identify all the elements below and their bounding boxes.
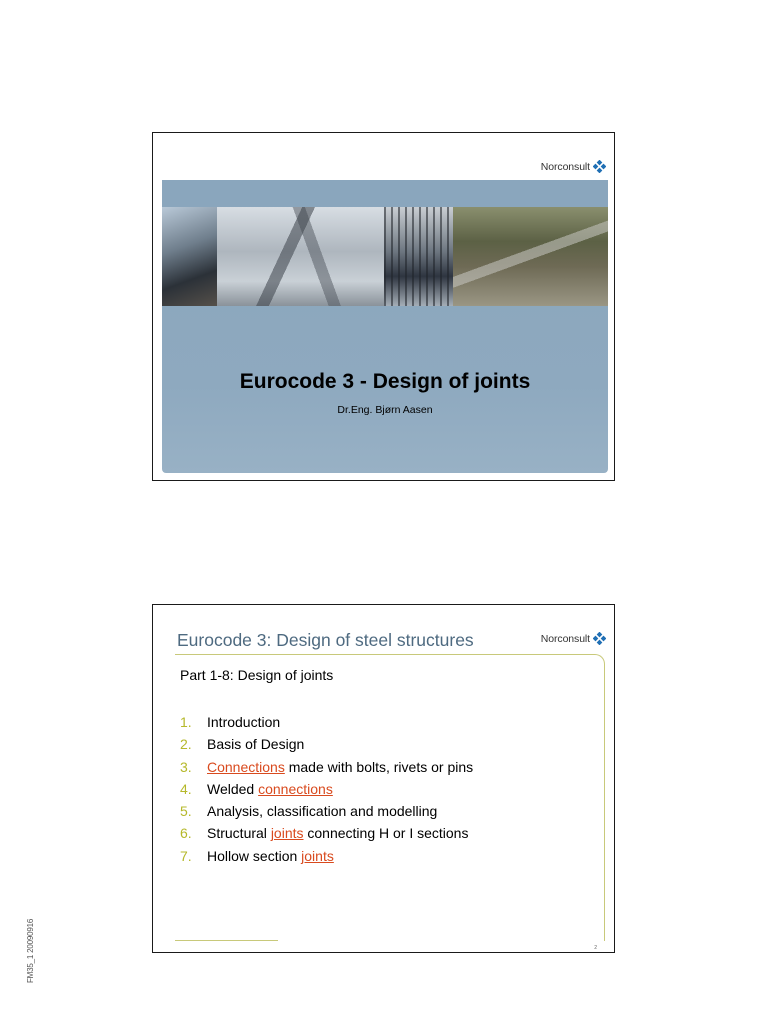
slide-heading: Eurocode 3: Design of steel structures — [177, 630, 474, 650]
list-item-text: Welded — [207, 780, 259, 797]
list-item-number: 4. — [180, 780, 192, 797]
arch-bridge-photo — [384, 207, 453, 306]
slide-title: Eurocode 3 - Design of joints — [239, 370, 531, 393]
glossary-link[interactable]: joints — [270, 825, 304, 842]
list-item-text: Hollow section — [207, 847, 302, 864]
glossary-link[interactable]: connections — [258, 780, 333, 797]
steel-joint-photo — [217, 207, 384, 306]
slide-1 — [152, 132, 615, 481]
list-item-text: Introduction — [207, 714, 281, 730]
slide-author: Dr.Eng. Bjørn Aasen — [337, 404, 433, 416]
list-item-number: 7. — [180, 847, 192, 864]
list-item — [180, 845, 473, 867]
list-item-number: 2. — [180, 736, 192, 753]
aerial-construction-photo — [453, 207, 608, 306]
list-item-number: 3. — [180, 758, 192, 775]
title-panel — [162, 180, 608, 473]
list-item-number: 5. — [180, 803, 192, 820]
list-item — [180, 800, 473, 822]
list-item-text: Analysis, classification and modelling — [207, 803, 438, 820]
list-item-text: connecting H or I sections — [303, 825, 469, 842]
bridge-photo — [162, 207, 217, 306]
slide-2 — [152, 604, 615, 953]
list-item — [180, 711, 473, 733]
list-item-text: made with bolts, rivets or pins — [284, 758, 474, 775]
list-item-number: 1. — [180, 714, 192, 730]
page-number: 2 — [594, 945, 597, 951]
list-item — [180, 733, 473, 755]
list-item-number: 6. — [180, 825, 192, 842]
list-item-text: Structural — [207, 825, 271, 842]
glossary-link[interactable]: Connections — [207, 758, 285, 775]
logo-text: Norconsult — [540, 632, 590, 645]
document-code: FM35_1 20090916 — [26, 918, 35, 983]
diamond-cluster-icon — [593, 632, 606, 645]
logo-text: Norconsult — [540, 160, 590, 173]
slide-subtitle: Part 1-8: Design of joints — [180, 667, 334, 683]
norconsult-logo — [541, 632, 606, 645]
contents-list — [180, 711, 473, 867]
list-item-text: Basis of Design — [207, 736, 305, 753]
norconsult-logo — [541, 160, 606, 173]
photo-strip — [162, 207, 608, 306]
bottom-rule — [175, 940, 278, 941]
list-item — [180, 756, 473, 778]
list-item — [180, 778, 473, 800]
glossary-link[interactable]: joints — [301, 847, 334, 864]
list-item — [180, 822, 473, 844]
diamond-cluster-icon — [593, 160, 606, 173]
